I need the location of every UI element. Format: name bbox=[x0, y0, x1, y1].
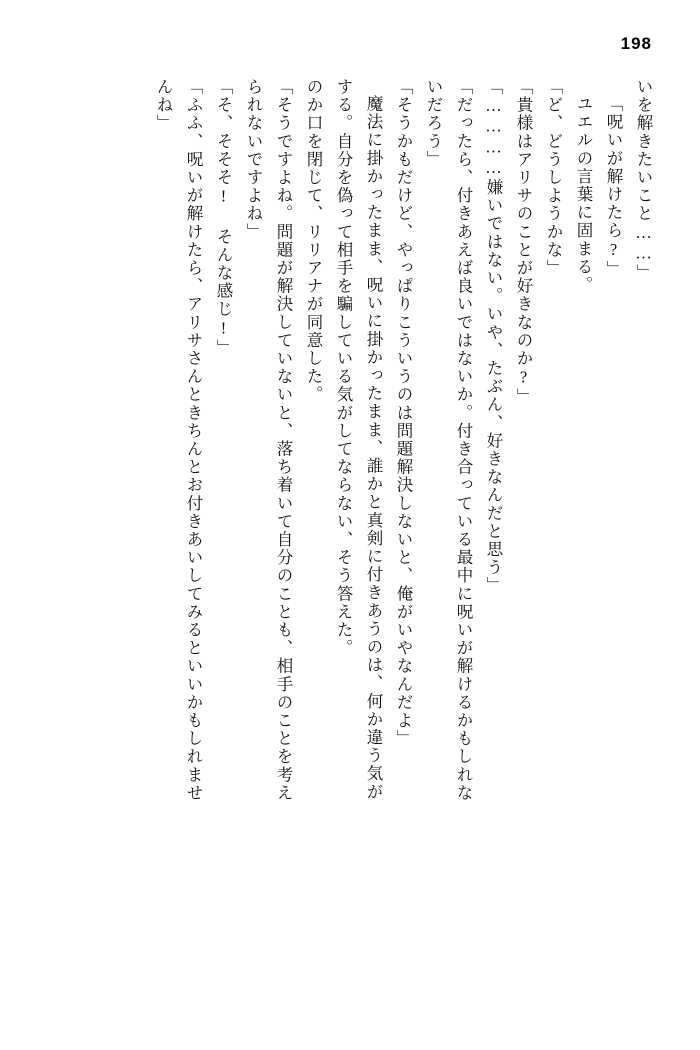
text-line: 魔法に掛かったまま、呪いに掛かったまま、誰かと真剣に付きあうのは、何か違う気が bbox=[364, 95, 383, 801]
text-line: のか口を閉じて、リリアナが同意した。 bbox=[304, 78, 323, 404]
text-line: 「…………嫌いではない。いや、たぶん、好きなんだと思う」 bbox=[484, 78, 503, 595]
text-line: られないですよね」 bbox=[244, 78, 263, 241]
text-line: 「ふふ、呪いが解けたら、アリサさんときちんとお付きあいしてみるといいかもしれませ bbox=[184, 78, 203, 802]
text-line: 「呪いが解けたら?」 bbox=[604, 95, 623, 279]
text-line: 「ど、どうしようかな」 bbox=[544, 78, 563, 278]
text-line: 「貴様はアリサのことが好きなのか?」 bbox=[514, 78, 533, 407]
text-line: 「そうですよね。問題が解決していないと、落ち着いて自分のことも、相手のことを考え bbox=[274, 78, 293, 802]
text-line: 「そ、そそそ! そんな感じ!」 bbox=[214, 78, 233, 357]
text-line: する。自分を偽って相手を騙している気がしてならない、そう答えた。 bbox=[334, 78, 353, 658]
text-line: 「だったら、付きあえば良いではないか。付き合っている最中に呪いが解けるかもしれな bbox=[454, 78, 473, 802]
text-line: 「そうかもだけど、やっぱりこういうのは問題解決しないと、俺がいやなんだよ」 bbox=[394, 78, 413, 748]
text-line: いを解きたいこと……」 bbox=[634, 78, 653, 283]
text-line: んね」 bbox=[154, 78, 173, 133]
vertical-text-body bbox=[42, 78, 658, 1010]
text-line: ユエルの言葉に固まる。 bbox=[574, 95, 593, 295]
text-line: いだろう」 bbox=[424, 78, 443, 169]
page-number: 198 bbox=[620, 34, 652, 53]
